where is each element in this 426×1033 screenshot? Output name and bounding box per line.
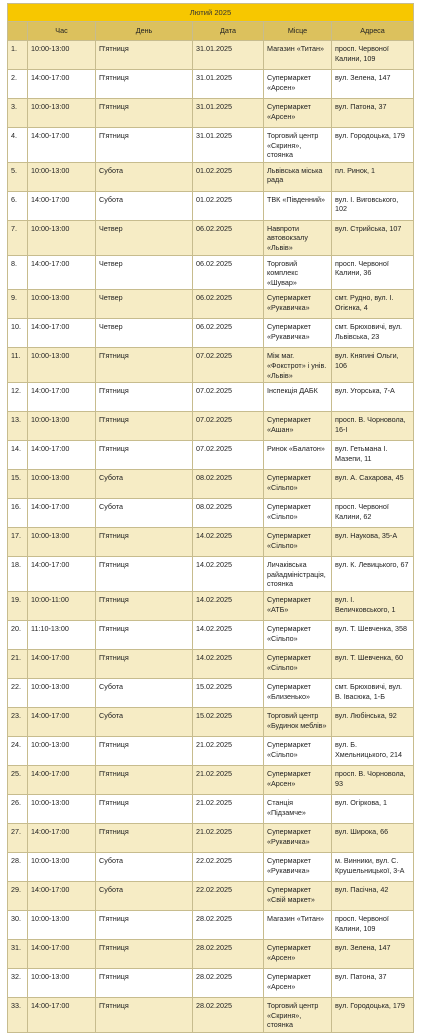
row-number: 1. — [8, 41, 28, 70]
place-cell: Супермаркет «Сільпо» — [264, 528, 332, 557]
place-cell: Супермаркет «Сільпо» — [264, 470, 332, 499]
time-cell: 10:00-13:00 — [28, 220, 96, 255]
row-number: 21. — [8, 649, 28, 678]
place-cell: Інспекція ДАБК — [264, 383, 332, 412]
table-row — [8, 528, 414, 557]
time-cell: 14:00-17:00 — [28, 441, 96, 470]
address-cell: вул. Зелена, 147 — [332, 70, 414, 99]
table-row — [8, 220, 414, 255]
date-cell: 31.01.2025 — [193, 70, 264, 99]
address-cell: вул. Наукова, 35-А — [332, 528, 414, 557]
table-row — [8, 736, 414, 765]
date-cell: 06.02.2025 — [193, 255, 264, 290]
table-row — [8, 852, 414, 881]
place-cell: Супермаркет «Арсен» — [264, 70, 332, 99]
row-number: 4. — [8, 128, 28, 163]
place-cell: Личаківська райадміністрація, стоянка — [264, 557, 332, 592]
row-number: 12. — [8, 383, 28, 412]
date-cell: 01.02.2025 — [193, 162, 264, 191]
time-cell: 10:00-13:00 — [28, 290, 96, 319]
row-number: 31. — [8, 939, 28, 968]
place-cell: Львівська міська рада — [264, 162, 332, 191]
row-number: 26. — [8, 794, 28, 823]
day-cell: П'ятниця — [96, 823, 193, 852]
time-cell: 10:00-11:00 — [28, 591, 96, 620]
date-cell: 14.02.2025 — [193, 528, 264, 557]
table-row — [8, 620, 414, 649]
day-cell: П'ятниця — [96, 557, 193, 592]
date-cell: 07.02.2025 — [193, 383, 264, 412]
row-number: 29. — [8, 881, 28, 910]
date-cell: 21.02.2025 — [193, 794, 264, 823]
time-cell: 14:00-17:00 — [28, 255, 96, 290]
place-cell: Супермаркет «Рукавичка» — [264, 823, 332, 852]
place-cell: Супермаркет «Рукавичка» — [264, 290, 332, 319]
date-cell: 21.02.2025 — [193, 765, 264, 794]
table-row — [8, 412, 414, 441]
place-cell: Торговий центр «Будинок меблів» — [264, 707, 332, 736]
date-cell: 14.02.2025 — [193, 591, 264, 620]
address-cell: вул. Т. Шевченка, 358 — [332, 620, 414, 649]
row-number: 17. — [8, 528, 28, 557]
header-date: Дата — [193, 22, 264, 41]
time-cell: 10:00-13:00 — [28, 470, 96, 499]
table-row — [8, 255, 414, 290]
day-cell: П'ятниця — [96, 620, 193, 649]
table-row — [8, 162, 414, 191]
day-cell: П'ятниця — [96, 99, 193, 128]
time-cell: 14:00-17:00 — [28, 881, 96, 910]
row-number: 25. — [8, 765, 28, 794]
table-row — [8, 290, 414, 319]
address-cell: вул. Широка, 66 — [332, 823, 414, 852]
schedule-container — [7, 3, 413, 1033]
day-cell: Субота — [96, 470, 193, 499]
address-cell: вул. І. Виговського, 102 — [332, 191, 414, 220]
day-cell: Субота — [96, 499, 193, 528]
day-cell: Субота — [96, 191, 193, 220]
row-number: 13. — [8, 412, 28, 441]
address-cell: вул. Огіркова, 1 — [332, 794, 414, 823]
place-cell: ТВК «Південний» — [264, 191, 332, 220]
row-number: 5. — [8, 162, 28, 191]
row-number: 16. — [8, 499, 28, 528]
row-number: 10. — [8, 319, 28, 348]
table-row — [8, 765, 414, 794]
date-cell: 14.02.2025 — [193, 557, 264, 592]
address-cell: просп. Червоної Калини, 62 — [332, 499, 414, 528]
place-cell: Супермаркет «Сільпо» — [264, 620, 332, 649]
time-cell: 14:00-17:00 — [28, 649, 96, 678]
place-cell: Супермаркет «Близенько» — [264, 678, 332, 707]
address-cell: вул. Угорська, 7-А — [332, 383, 414, 412]
row-number: 2. — [8, 70, 28, 99]
row-number: 9. — [8, 290, 28, 319]
place-cell: Торговий центр «Скриня», стоянка — [264, 997, 332, 1032]
table-row — [8, 441, 414, 470]
row-number: 19. — [8, 591, 28, 620]
date-cell: 22.02.2025 — [193, 852, 264, 881]
address-cell: смт. Брюховичі, вул. В. Івасюка, 1-Б — [332, 678, 414, 707]
table-row — [8, 997, 414, 1032]
table-row — [8, 70, 414, 99]
day-cell: П'ятниця — [96, 528, 193, 557]
place-cell: Супермаркет «Арсен» — [264, 939, 332, 968]
place-cell: Станція «Підзамче» — [264, 794, 332, 823]
address-cell: вул. Стрийська, 107 — [332, 220, 414, 255]
place-cell: Магазин «Титан» — [264, 41, 332, 70]
address-cell: вул. А. Сахарова, 45 — [332, 470, 414, 499]
row-number: 23. — [8, 707, 28, 736]
date-cell: 28.02.2025 — [193, 968, 264, 997]
table-row — [8, 499, 414, 528]
time-cell: 14:00-17:00 — [28, 319, 96, 348]
day-cell: П'ятниця — [96, 70, 193, 99]
row-number: 18. — [8, 557, 28, 592]
place-cell: Супермаркет «Арсен» — [264, 968, 332, 997]
time-cell: 10:00-13:00 — [28, 41, 96, 70]
table-row — [8, 319, 414, 348]
place-cell: Супермаркет «Свій маркет» — [264, 881, 332, 910]
row-number: 27. — [8, 823, 28, 852]
date-cell: 14.02.2025 — [193, 620, 264, 649]
day-cell: П'ятниця — [96, 441, 193, 470]
address-cell: просп. Червоної Калини, 36 — [332, 255, 414, 290]
time-cell: 14:00-17:00 — [28, 823, 96, 852]
time-cell: 10:00-13:00 — [28, 852, 96, 881]
table-row — [8, 470, 414, 499]
row-number: 20. — [8, 620, 28, 649]
time-cell: 14:00-17:00 — [28, 499, 96, 528]
day-cell: Четвер — [96, 290, 193, 319]
day-cell: П'ятниця — [96, 41, 193, 70]
day-cell: Четвер — [96, 255, 193, 290]
day-cell: Субота — [96, 707, 193, 736]
table-row — [8, 910, 414, 939]
day-cell: П'ятниця — [96, 649, 193, 678]
address-cell: смт. Брюховичі, вул. Львівська, 23 — [332, 319, 414, 348]
place-cell: Супермаркет «Сільпо» — [264, 499, 332, 528]
date-cell: 31.01.2025 — [193, 128, 264, 163]
row-number: 14. — [8, 441, 28, 470]
table-row — [8, 128, 414, 163]
day-cell: Субота — [96, 852, 193, 881]
date-cell: 22.02.2025 — [193, 881, 264, 910]
place-cell: Супермаркет «Арсен» — [264, 99, 332, 128]
header-address: Адреса — [332, 22, 414, 41]
date-cell: 31.01.2025 — [193, 41, 264, 70]
row-number: 3. — [8, 99, 28, 128]
address-cell: вул. Пасічна, 42 — [332, 881, 414, 910]
address-cell: просп. В. Чорновола, 93 — [332, 765, 414, 794]
date-cell: 21.02.2025 — [193, 823, 264, 852]
time-cell: 10:00-13:00 — [28, 968, 96, 997]
time-cell: 10:00-13:00 — [28, 794, 96, 823]
time-cell: 10:00-13:00 — [28, 910, 96, 939]
time-cell: 10:00-13:00 — [28, 162, 96, 191]
place-cell: Торговий комплекс «Шувар» — [264, 255, 332, 290]
address-cell: вул. Любінська, 92 — [332, 707, 414, 736]
time-cell: 10:00-13:00 — [28, 412, 96, 441]
day-cell: П'ятниця — [96, 765, 193, 794]
date-cell: 14.02.2025 — [193, 649, 264, 678]
row-number: 8. — [8, 255, 28, 290]
place-cell: Супермаркет «Сільпо» — [264, 649, 332, 678]
time-cell: 10:00-13:00 — [28, 528, 96, 557]
table-row — [8, 649, 414, 678]
day-cell: П'ятниця — [96, 348, 193, 383]
day-cell: Субота — [96, 678, 193, 707]
address-cell: вул. Патона, 37 — [332, 99, 414, 128]
table-row — [8, 794, 414, 823]
row-number: 11. — [8, 348, 28, 383]
table-row — [8, 41, 414, 70]
time-cell: 10:00-13:00 — [28, 99, 96, 128]
address-cell: вул. І. Величковського, 1 — [332, 591, 414, 620]
table-row — [8, 968, 414, 997]
day-cell: П'ятниця — [96, 997, 193, 1032]
time-cell: 11:10-13:00 — [28, 620, 96, 649]
place-cell: Ринок «Балатон» — [264, 441, 332, 470]
day-cell: Субота — [96, 881, 193, 910]
day-cell: П'ятниця — [96, 968, 193, 997]
header-place: Місце — [264, 22, 332, 41]
place-cell: Супермаркет «Сільпо» — [264, 736, 332, 765]
row-number: 15. — [8, 470, 28, 499]
address-cell: вул. Городоцька, 179 — [332, 997, 414, 1032]
row-number: 32. — [8, 968, 28, 997]
date-cell: 06.02.2025 — [193, 220, 264, 255]
time-cell: 14:00-17:00 — [28, 939, 96, 968]
address-cell: просп. В. Чорновола, 16-І — [332, 412, 414, 441]
date-cell: 21.02.2025 — [193, 736, 264, 765]
table-caption: Лютий 2025 — [7, 3, 414, 21]
row-number: 30. — [8, 910, 28, 939]
table-row — [8, 881, 414, 910]
day-cell: П'ятниця — [96, 794, 193, 823]
header-time: Час — [28, 22, 96, 41]
row-number: 6. — [8, 191, 28, 220]
row-number: 33. — [8, 997, 28, 1032]
place-cell: Навпроти автовокзалу «Львів» — [264, 220, 332, 255]
table-row — [8, 557, 414, 592]
header-row — [8, 22, 414, 41]
date-cell: 28.02.2025 — [193, 997, 264, 1032]
date-cell: 08.02.2025 — [193, 499, 264, 528]
table-row — [8, 707, 414, 736]
date-cell: 01.02.2025 — [193, 191, 264, 220]
table-row — [8, 678, 414, 707]
address-cell: м. Винники, вул. С. Крушельницької, 3-А — [332, 852, 414, 881]
table-row — [8, 191, 414, 220]
row-number: 22. — [8, 678, 28, 707]
place-cell: Супермаркет «Рукавичка» — [264, 319, 332, 348]
day-cell: П'ятниця — [96, 939, 193, 968]
day-cell: П'ятниця — [96, 412, 193, 441]
time-cell: 14:00-17:00 — [28, 997, 96, 1032]
date-cell: 31.01.2025 — [193, 99, 264, 128]
time-cell: 14:00-17:00 — [28, 128, 96, 163]
address-cell: вул. Патона, 37 — [332, 968, 414, 997]
address-cell: вул. К. Левицького, 67 — [332, 557, 414, 592]
table-row — [8, 383, 414, 412]
address-cell: вул. Б. Хмельницького, 214 — [332, 736, 414, 765]
day-cell: Четвер — [96, 319, 193, 348]
date-cell: 28.02.2025 — [193, 939, 264, 968]
time-cell: 14:00-17:00 — [28, 557, 96, 592]
time-cell: 10:00-13:00 — [28, 678, 96, 707]
day-cell: Субота — [96, 162, 193, 191]
header-day: День — [96, 22, 193, 41]
date-cell: 06.02.2025 — [193, 290, 264, 319]
address-cell: вул. Гетьмана І. Мазепи, 11 — [332, 441, 414, 470]
date-cell: 15.02.2025 — [193, 707, 264, 736]
day-cell: П'ятниця — [96, 128, 193, 163]
date-cell: 07.02.2025 — [193, 412, 264, 441]
table-row — [8, 591, 414, 620]
time-cell: 14:00-17:00 — [28, 191, 96, 220]
schedule-table — [7, 3, 414, 1033]
place-cell: Супермаркет «АТБ» — [264, 591, 332, 620]
table-row — [8, 99, 414, 128]
date-cell: 07.02.2025 — [193, 441, 264, 470]
address-cell: вул. Т. Шевченка, 60 — [332, 649, 414, 678]
header-number — [8, 22, 28, 41]
time-cell: 14:00-17:00 — [28, 765, 96, 794]
date-cell: 15.02.2025 — [193, 678, 264, 707]
day-cell: П'ятниця — [96, 591, 193, 620]
date-cell: 08.02.2025 — [193, 470, 264, 499]
place-cell: Супермаркет «Арсен» — [264, 765, 332, 794]
address-cell: вул. Городоцька, 179 — [332, 128, 414, 163]
place-cell: Торговий центр «Скриня», стоянка — [264, 128, 332, 163]
date-cell: 28.02.2025 — [193, 910, 264, 939]
time-cell: 14:00-17:00 — [28, 707, 96, 736]
table-body — [8, 41, 414, 1033]
address-cell: смт. Рудно, вул. І. Огієнка, 4 — [332, 290, 414, 319]
address-cell: просп. Червоної Калини, 109 — [332, 41, 414, 70]
table-row — [8, 823, 414, 852]
day-cell: П'ятниця — [96, 383, 193, 412]
date-cell: 06.02.2025 — [193, 319, 264, 348]
table-row — [8, 348, 414, 383]
place-cell: Між маг. «Фокстрот» і унів. «Львів» — [264, 348, 332, 383]
time-cell: 10:00-13:00 — [28, 736, 96, 765]
table-row — [8, 939, 414, 968]
place-cell: Супермаркет «Рукавичка» — [264, 852, 332, 881]
time-cell: 10:00-13:00 — [28, 348, 96, 383]
day-cell: П'ятниця — [96, 910, 193, 939]
row-number: 7. — [8, 220, 28, 255]
place-cell: Магазин «Титан» — [264, 910, 332, 939]
place-cell: Супермаркет «Ашан» — [264, 412, 332, 441]
row-number: 28. — [8, 852, 28, 881]
address-cell: вул. Княгині Ольги, 106 — [332, 348, 414, 383]
date-cell: 07.02.2025 — [193, 348, 264, 383]
address-cell: просп. Червоної Калини, 109 — [332, 910, 414, 939]
row-number: 24. — [8, 736, 28, 765]
address-cell: вул. Зелена, 147 — [332, 939, 414, 968]
day-cell: Четвер — [96, 220, 193, 255]
address-cell: пл. Ринок, 1 — [332, 162, 414, 191]
time-cell: 14:00-17:00 — [28, 70, 96, 99]
time-cell: 14:00-17:00 — [28, 383, 96, 412]
day-cell: П'ятниця — [96, 736, 193, 765]
